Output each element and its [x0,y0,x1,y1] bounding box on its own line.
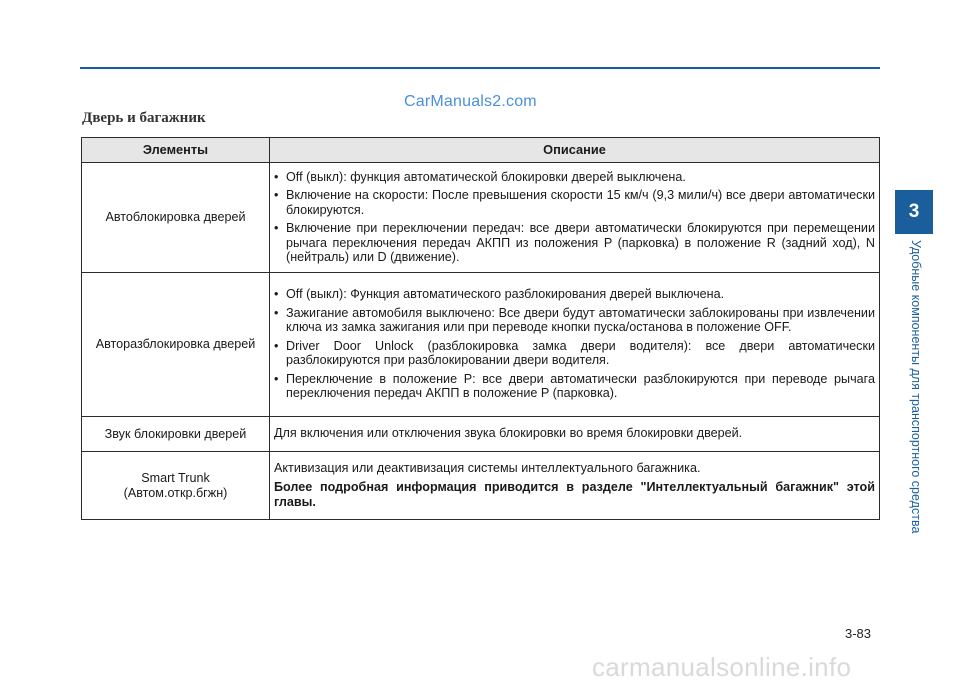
chapter-number-tab: 3 [895,190,933,234]
page-number: 3-83 [845,626,872,641]
chapter-title: Удобные компоненты для транспортного средства [909,240,923,534]
element-cell: Авторазблокировка дверей [82,273,270,417]
description-cell: Для включения или отключения звука блокировки во время блокировки дверей. [270,417,880,452]
header-description: Описание [270,138,880,163]
element-name: Smart Trunk [141,471,210,485]
header-elements: Элементы [82,138,270,163]
element-cell: Звук блокировки дверей [82,417,270,452]
list-item: • Driver Door Unlock (разблокировка замка двери водителя): все двери автоматически разблокируются при разблокировании двери водителя. [274,339,875,368]
list-item: • Включение при переключении передач: все двери автоматически блокируются при перемещении рычага переключения передач АКПП из положения P (парковка) в положение R (задний ход), N (нейтраль) или D (движение). [274,221,875,265]
list-item: • Off (выкл): Функция автоматического разблокирования дверей выключена. [274,287,875,302]
top-rule [80,67,880,69]
list-item: • Зажигание автомобиля выключено: Все двери будут автоматически заблокированы при извлечении ключа из замка зажигания или при переводе кнопки пуска/останова в положение OFF. [274,306,875,335]
table-row [82,452,880,520]
watermark-top: CarManuals2.com [404,93,537,110]
list-item: • Переключение в положение P: все двери автоматически разблокируются при переводе рычага переключения передач АКПП в положение P (парковка). [274,372,875,401]
element-cell [82,452,270,520]
description-text: Активизация или деактивизация системы интеллектуального багажника. [274,460,701,475]
table-row [82,417,880,452]
reference-note: Более подробная информация приводится в разделе "Интеллектуальный багажник" этой главы. [274,480,875,509]
table-row [82,273,880,417]
table-header-row [82,138,880,163]
description-cell [270,452,880,520]
description-cell [270,163,880,273]
description-cell [270,273,880,417]
table-row [82,163,880,273]
list-item: • Off (выкл): функция автоматической блокировки дверей выключена. [274,170,875,185]
section-title: Дверь и багажник [82,110,206,126]
element-menu-label: (Автом.откр.бгжн) [123,485,228,500]
list-item: • Включение на скорости: После превышения скорости 15 км/ч (9,3 мили/ч) все двери автоматически блокируются. [274,188,875,217]
watermark-bottom: carmanualsonline.info [592,652,852,682]
settings-table [81,137,880,520]
element-cell: Автоблокировка дверей [82,163,270,273]
